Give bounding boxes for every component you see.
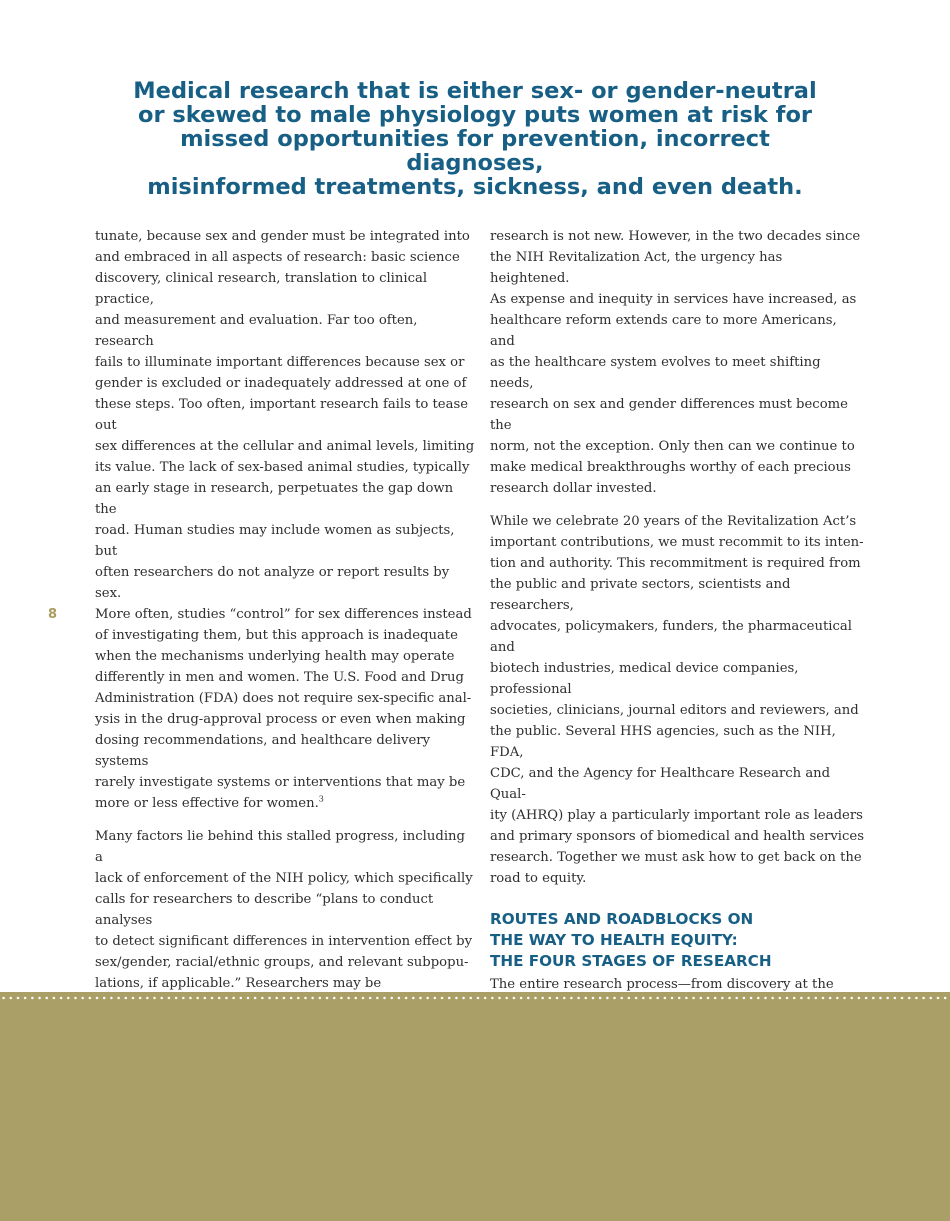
body-paragraph: research is not new. However, in the two decades since the NIH Revitalization Act, the urgency has heightened. As expense and inequity in services have increased, as healthcare reform extends care to more Americans, and as the healthcare system evolves to meet shifting needs, research on sex and gender differences must become the norm, not the exception. Only then can we continue to make medical breakthroughs worthy of each precious research dollar invested. [490, 229, 861, 496]
body-paragraph: Many factors lie behind this stalled progress, including a lack of enforcement of the NIH policy, which specifically calls for researchers to describe “plans to conduct analyses to detect significant differences in intervention effect by sex/gender, racial/ethnic groups, and relevant subpopu- lations, if applicable.” Researchers may be [95, 829, 473, 991]
pull-quote-text: Medical research that is either sex- or gender-neutral or skewed to male physiology puts women at risk for missed opportunities for prevention, incorrect diagnoses, misinformed treatments, sickness, and even death. [133, 78, 817, 200]
section-heading: ROUTES AND ROADBLOCKS ON THE WAY TO HEALTH EQUITY: THE FOUR STAGES OF RESEARCH [490, 910, 772, 970]
paragraph-text: tunate, because sex and gender must be integrated into and embraced in all aspects of research: basic science discovery, clinical research, translation to clinical practice, and measurement and evaluation. Far too often, research fails to illuminate important differences because sex or gender is excluded or inadequately addressed at one of these steps. Too often, important research fails to tease out sex differences at the cellular and animal levels, limiting its value. The lack of sex-based animal studies, typically an early stage in research, perpetuates the gap down the road. Human studies may include women as subjects, but often researchers do not analyze or report results by sex. More often, studies “control” for sex differences instead of investigating them, but this approach is inadequate when the mechanisms underlying health may operate differently in men and women. The U.S. Food and Drug Administration (FDA) does not require sex-specific anal- ysis in the drug-approval process or even when making dosing recommendations, and healthcare delivery systems rarely investigate systems or interventions that may be more or less effective for women. [95, 229, 475, 811]
dotted-divider [0, 996, 950, 1000]
body-paragraph: The entire research process—from discovery at the [490, 977, 834, 992]
body-paragraph [95, 226, 475, 814]
footnote-marker: 3 [318, 794, 324, 804]
body-paragraph: While we celebrate 20 years of the Revitalization Act’s important contributions, we must recommit to its inten- tion and authority. This recommitment is required from the public and private sectors, scientists and researchers, advocates, policymakers, funders, the pharmaceutical and biotech industries, medical device companies, professional societies, clinicians, journal editors and reviewers, and the public. Several HHS agencies, such as the NIH, FDA, CDC, and the Agency for Healthcare Research and Qual- ity (AHRQ) play a particularly important role as leaders and primary sponsors of biomedical and health services research. Together we must ask how to get back on the road to equity. [490, 514, 864, 886]
footer-band [0, 992, 950, 1221]
pull-quote [110, 79, 840, 199]
page-number: 8 [48, 607, 58, 622]
